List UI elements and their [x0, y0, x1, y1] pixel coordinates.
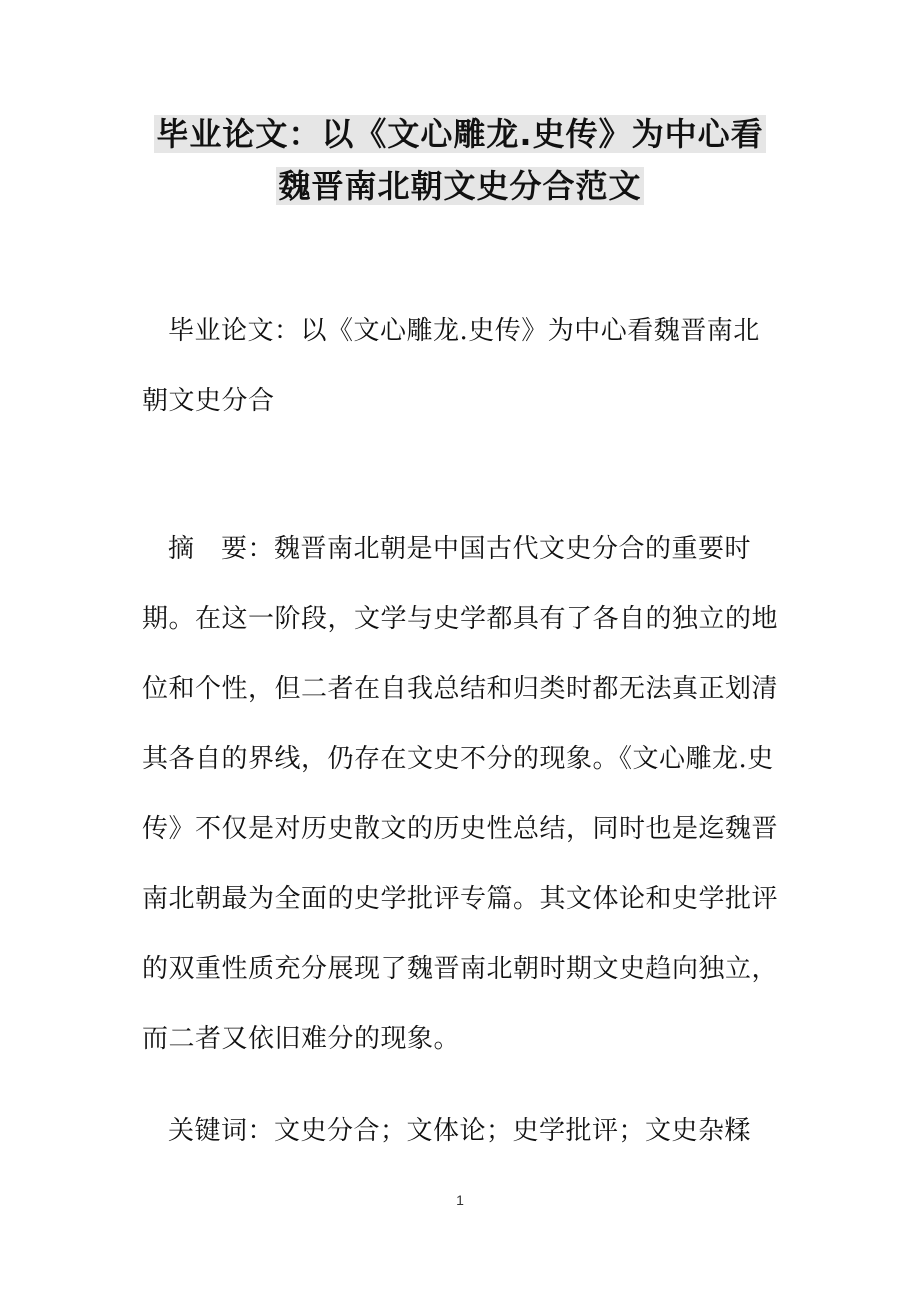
document-subtitle: 毕业论文：以《文心雕龙.史传》为中心看魏晋南北朝文史分合 — [142, 316, 760, 416]
abstract-paragraph: 摘 要：魏晋南北朝是中国古代文史分合的重要时期。在这一阶段，文学与史学都具有了各自的独立的地位和个性，但二者在自我总结和归类时都无法真正划清其各自的界线，仍存在文史不分的现象。《文心雕龙.史传》不仅是对历史散文的历史性总结，同时也是迄魏晋南北朝最为全面的史学批评专篇。其文体论和史学批评的双重性质充分展现了魏晋南北朝时期文史趋向独立，而二者又依旧难分的现象。 — [142, 534, 779, 1054]
keywords-paragraph: 关键词：文史分合；文体论；史学批评；文史杂糅 — [168, 1116, 752, 1146]
document-title-line-2: 魏晋南北朝文史分合范文 — [278, 167, 642, 205]
page-number: 1 — [456, 1192, 464, 1208]
document-title — [0, 108, 920, 212]
document-title-line-1: 毕业论文：以《文心雕龙.史传》为中心看 — [156, 115, 764, 153]
